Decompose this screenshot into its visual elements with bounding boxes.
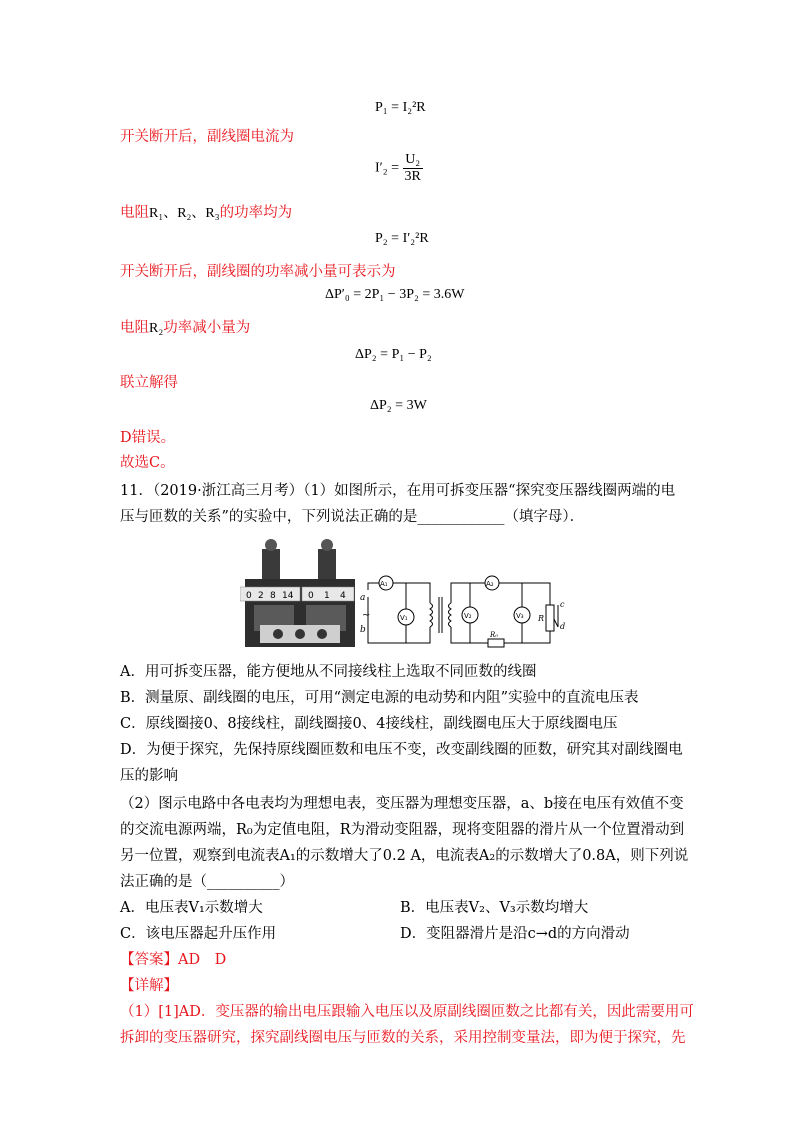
part2-option-a: A．电压表V₁示数增大 (120, 900, 263, 916)
scale-label: 0 (308, 591, 314, 601)
part2-option-b: B．电压表V₂、V₃示数均增大 (400, 900, 589, 916)
question-11-line1: 11．（2019·浙江高三月考）（1）如图所示，在用可拆变压器“探究变压器线圈两端的电 (120, 483, 676, 499)
part2-line1: （2）图示电路中各电表均为理想电表，变压器为理想变压器，a、b接在电压有效值不变 (120, 796, 684, 812)
formula-p1: P₁ = I₂²R (375, 100, 426, 115)
option-d-line2: 压的影响 (120, 768, 178, 784)
scale-label: 1 (324, 591, 330, 601)
detail-line2: 拆卸的变压器研究，探究副线圈电压与匝数的关系，采用控制变量法，即为便于探究，先 (120, 1030, 686, 1046)
scale-label: 2 (258, 591, 264, 601)
label-a: a (360, 593, 366, 603)
resistor-list: R₁、R₂、R₃ (149, 206, 220, 221)
scale-label: 8 (270, 591, 276, 601)
part2-line2: 的交流电源两端，R₀为定值电阻，R为滑动变阻器，现将变阻器的滑片从一个位置滑动到 (120, 822, 685, 838)
text-choose-c: 故选C。 (120, 455, 175, 471)
text-switch-current: 开关断开后，副线圈电流为 (120, 129, 294, 145)
text-resistors-power: 电阻R₁、R₂、R₃的功率均为 (120, 205, 293, 221)
formula-i2-prime: I′₂ = $\frac{\text{U₂}}{3R}$ (375, 152, 421, 184)
scale-label: 0 (246, 591, 252, 601)
formula-delta-p2-expr: ΔP₂ = P₁ − P₂ (355, 347, 432, 362)
part2-option-c: C．该电压器起升压作用 (120, 926, 277, 942)
fraction: $\frac{\text{U₂}}{3R}$ (404, 152, 421, 184)
label-b: b (360, 625, 366, 635)
text-d-wrong: D错误。 (120, 430, 176, 446)
answer-value: AD D (178, 952, 227, 968)
label-r0: R₀ (490, 631, 499, 639)
r2-symbol: R₂ (149, 321, 164, 336)
text-switch-power-decrease: 开关断开后，副线圈的功率减小量可表示为 (120, 264, 396, 280)
answer-line (120, 950, 226, 970)
ac-source-icon: ~ (362, 610, 371, 621)
meter-a2: A₂ (486, 580, 494, 588)
scale-label: 14 (282, 591, 294, 601)
label-c: c (560, 600, 565, 609)
part2-line3: 另一位置，观察到电流表A₁的示数增大了0.2 A，电流表A₂的示数增大了0.8A，则下列说 (120, 848, 689, 864)
text-solve: 联立解得 (120, 375, 178, 391)
transformer-figure-svg (240, 535, 580, 650)
part2-line4: 法正确的是（__________） (120, 874, 294, 890)
label-r: R (538, 614, 545, 623)
meter-v1: V₁ (400, 614, 408, 622)
formula-delta-p2-value: ΔP₂ = 3W (370, 398, 427, 413)
option-a: A．用可拆变压器，能方便地从不同接线柱上选取不同匝数的线圈 (120, 664, 537, 680)
detail-label: 【详解】 (120, 978, 178, 994)
meter-v2: V₂ (464, 612, 472, 620)
scale-label: 4 (340, 591, 346, 601)
question-11-line2: 压与匝数的关系”的实验中，下列说法正确的是____________（填字母）． (120, 509, 585, 525)
option-d-line1: D．为便于探究，先保持原线圈匝数和电压不变，改变副线圈的匝数，研究其对副线圈电 (120, 742, 683, 758)
option-c: C．原线圈接0、8接线柱，副线圈接0、4接线柱，副线圈电压大于原线圈电压 (120, 716, 618, 732)
meter-v3: V₃ (516, 612, 524, 620)
transformer-figure (240, 535, 580, 650)
formula-delta-p-total: ΔP′₀ = 2P₁ − 3P₂ = 3.6W (325, 287, 465, 302)
formula-p2: P₂ = I′₂²R (375, 231, 429, 246)
text-r2-power-decrease: 电阻R₂功率减小量为 (120, 320, 251, 336)
part2-option-d: D．变阻器滑片是沿c→d的方向滑动 (400, 926, 630, 942)
label-d: d (560, 622, 566, 631)
meter-a1: A₁ (380, 580, 388, 588)
answer-label: 【答案】 (120, 952, 178, 968)
option-b: B．测量原、副线圈的电压，可用“测定电源的电动势和内阻”实验中的直流电压表 (120, 690, 639, 706)
detail-line1: （1）[1]AD．变压器的输出电压跟输入电压以及原副线圈匝数之比都有关，因此需要用可 (120, 1004, 694, 1020)
